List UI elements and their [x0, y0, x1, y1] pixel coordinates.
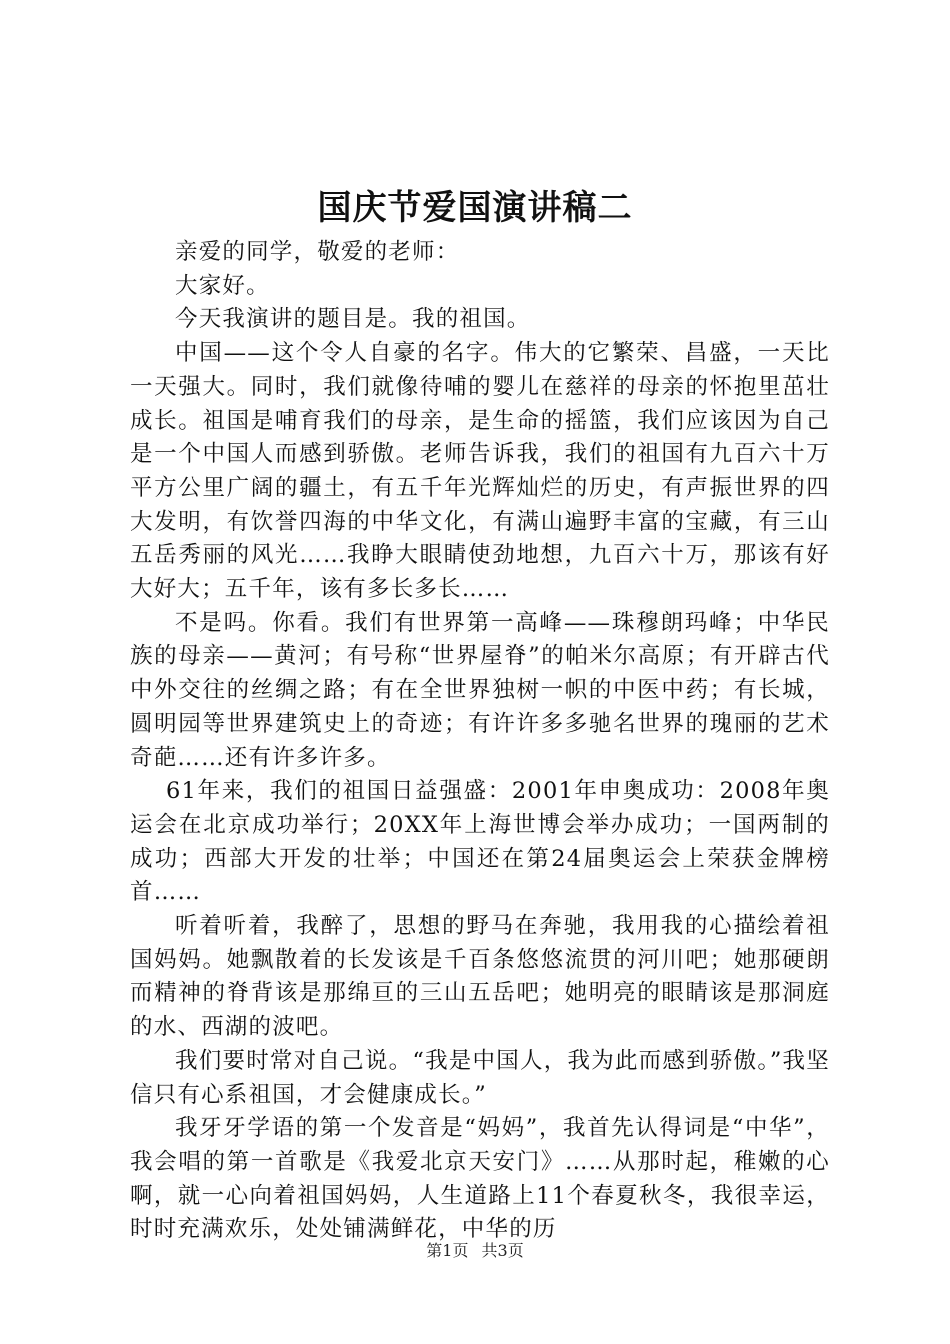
paragraph-greeting: 亲爱的同学，敬爱的老师：	[175, 239, 460, 265]
document-title: 国庆节爱国演讲稿二	[317, 188, 633, 228]
page-total: 共3页	[481, 1241, 524, 1260]
paragraph-hello: 大家好。	[175, 272, 270, 299]
paragraph-imagination: 听着听着，我醉了，思想的野马在奔驰，我用我的心描绘着祖国妈妈。她飘散着的长发该是千百条悠悠流贯的河川吧；她那硬朗而精神的脊背该是那绵亘的三山五岳吧；她明亮的眼睛该是那洞庭的水、西湖的波吧。	[130, 913, 830, 1041]
paragraph-first-words: 我牙牙学语的第一个发音是“妈妈”，我首先认得词是“中华”，我会唱的第一首歌是《我爱北京天安门》……从那时起，稚嫩的心啊，就一心向着祖国妈妈，人生道路上11个春夏秋冬，我很幸运，时时充满欢乐，处处铺满鲜花，中华的历	[130, 1115, 830, 1243]
paragraph-topic: 今天我演讲的题目是。我的祖国。	[175, 306, 531, 333]
page-number: 第1页	[426, 1241, 469, 1260]
paragraph-pride: 我们要时常对自己说。“我是中国人，我为此而感到骄傲。”我坚信只有心系祖国，才会健康成长。”	[130, 1047, 830, 1108]
page-footer	[0, 1240, 950, 1262]
paragraph-landmarks: 不是吗。你看。我们有世界第一高峰——珠穆朗玛峰；中华民族的母亲——黄河；有号称“世界屋脊”的帕米尔高原；有开辟古代中外交往的丝绸之路；有在全世界独树一帜的中医中药；有长城，圆明园等世界建筑史上的奇迹；有许许多多驰名世界的瑰丽的艺术奇葩……还有许多许多。	[130, 609, 830, 771]
document-body	[130, 236, 830, 1247]
paragraph-achievements: 61年来，我们的祖国日益强盛：2001年申奥成功：2008年奥运会在北京成功举行；20XX年上海世博会举办成功；一国两制的成功；西部大开发的壮举；中国还在第24届奥运会上荣获金牌榜首……	[130, 778, 830, 906]
paragraph-china: 中国——这个令人自豪的名字。伟大的它繁荣、昌盛，一天比一天强大。同时，我们就像待哺的婴儿在慈祥的母亲的怀抱里茁壮成长。祖国是哺育我们的母亲，是生命的摇篮，我们应该因为自己是一个中国人而感到骄傲。老师告诉我，我们的祖国有九百六十万平方公里广阔的疆土，有五千年光辉灿烂的历史，有声振世界的四大发明，有饮誉四海的中华文化，有满山遍野丰富的宝藏，有三山五岳秀丽的风光……我睁大眼睛使劲地想，九百六十万，那该有好大好大；五千年，该有多长多长……	[130, 340, 830, 603]
